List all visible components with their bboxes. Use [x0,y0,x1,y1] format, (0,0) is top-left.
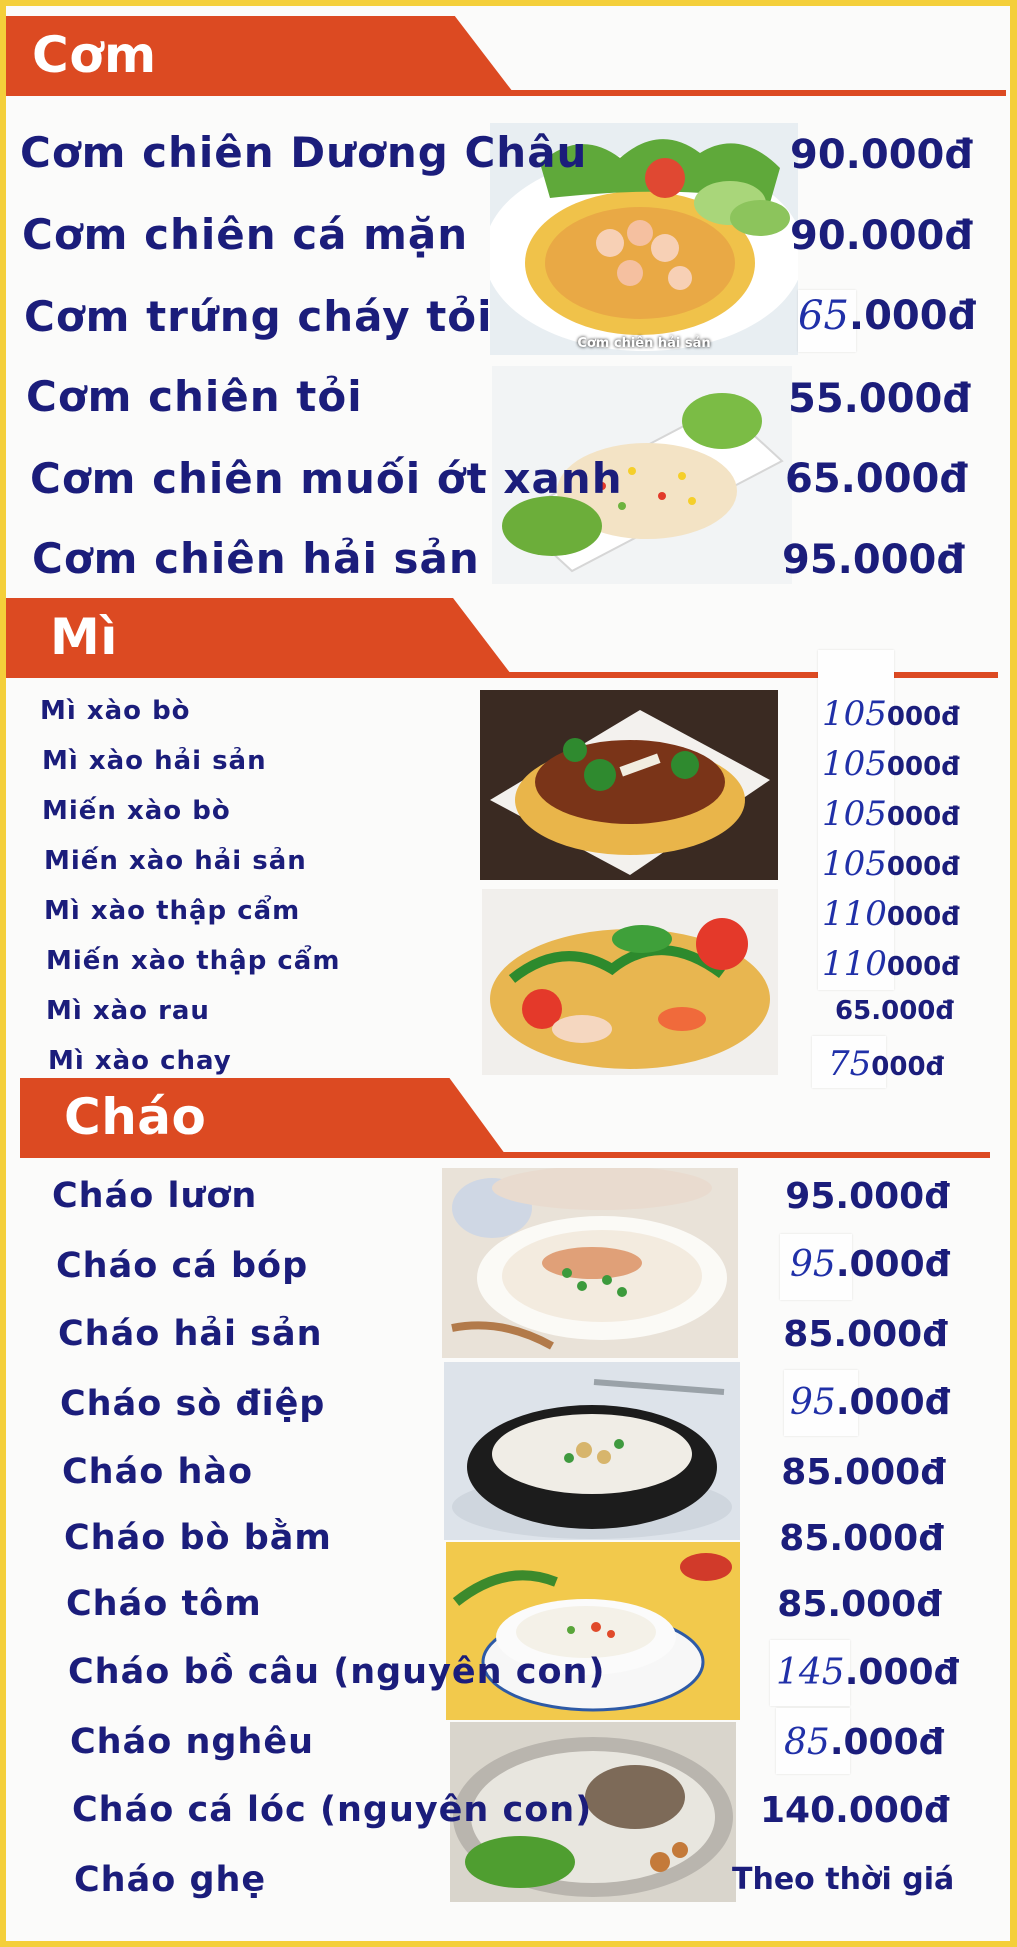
menu-item-price: 95.000đ [790,1382,951,1423]
menu-item-name: Cơm chiên tỏi [26,372,363,421]
menu-item-name: Cơm trứng cháy tỏi [24,292,493,341]
menu-item-name: Cháo bồ câu (nguyên con) [68,1652,606,1692]
menu-item-price: 85.000đ [783,1314,948,1355]
photo-caption: Cơm chiên hải sản [577,336,711,351]
menu-item-name: Mì xào bò [40,696,191,726]
menu-item-price: 145.000đ [776,1652,960,1693]
menu-item-name: Cháo nghêu [70,1722,314,1762]
menu-item-price: Theo thời giá [732,1862,955,1897]
menu-item-name: Miến xào hải sản [44,846,307,876]
menu-item-price: 55.000đ [788,376,971,422]
menu-item-name: Cháo lươn [52,1176,258,1216]
handwritten-price: 65 [798,293,849,339]
menu-item-name: Cơm chiên cá mặn [22,210,469,259]
menu-item-name: Mì xào chay [48,1046,232,1076]
menu-item-price: 65.000đ [785,456,968,502]
menu-item-price: 110000đ [822,944,960,984]
section-banner-com [6,16,1006,96]
menu-item-price: 140.000đ [760,1790,950,1831]
menu-item-price: 105000đ [822,844,960,884]
photo-congee-clay-pot [444,1362,740,1540]
menu-item-name: Cơm chiên muối ớt xanh [30,454,623,503]
section-title-com: Cơm [32,26,157,84]
menu-item-name: Mì xào rau [46,996,210,1026]
menu-item-price: 85.000đ [781,1452,946,1493]
menu-item-name: Cháo bò bằm [64,1518,332,1558]
photo-congee-shrimp [446,1542,740,1720]
menu-item-name: Cháo tôm [66,1584,262,1624]
menu-item-price: 90.000đ [790,213,973,259]
menu-item-price: 105000đ [822,694,960,734]
menu-item-name: Miến xào bò [42,796,231,826]
menu-item-price: 105000đ [822,744,960,784]
menu-item-name: Mì xào thập cẩm [44,896,301,926]
menu-item-name: Cháo ghẹ [74,1860,267,1900]
menu-item-name: Cơm chiên Dương Châu [20,128,588,177]
menu-item-price: 95.000đ [785,1176,950,1217]
menu-item-price: 110000đ [822,894,960,934]
menu-item-name: Cháo cá bóp [56,1246,309,1286]
menu-item-name: Cháo hào [62,1452,254,1492]
menu-item-price: 85.000đ [777,1584,942,1625]
menu-item-price: 90.000đ [790,132,973,178]
section-title-mi: Mì [50,608,118,666]
menu-item-price: 95.000đ [790,1244,951,1285]
menu-item-price: 105000đ [822,794,960,834]
menu-item-price: 85.000đ [779,1518,944,1559]
section-banner-chao [20,1078,990,1158]
menu-item-name: Mì xào hải sản [42,746,267,776]
photo-stir-fried-noodles-beef [480,690,778,880]
menu-item-price: 65.000đ [835,996,954,1026]
menu-item-name: Cháo hải sản [58,1314,323,1354]
menu-item-price: 75000đ [828,1044,945,1084]
menu-item-name: Cháo sò điệp [60,1384,326,1424]
menu-item-price: 95.000đ [782,537,965,583]
menu-item-name: Miến xào thập cẩm [46,946,341,976]
menu-item-price: 85.000đ [784,1722,945,1763]
photo-stir-fried-noodles-mixed [482,889,778,1075]
menu-item-name: Cơm chiên hải sản [32,534,480,583]
section-title-chao: Cháo [64,1088,207,1146]
photo-congee-eel [442,1168,738,1358]
menu-item-name: Cháo cá lóc (nguyên con) [72,1790,593,1830]
menu-item-price: 65.000đ [798,293,977,339]
